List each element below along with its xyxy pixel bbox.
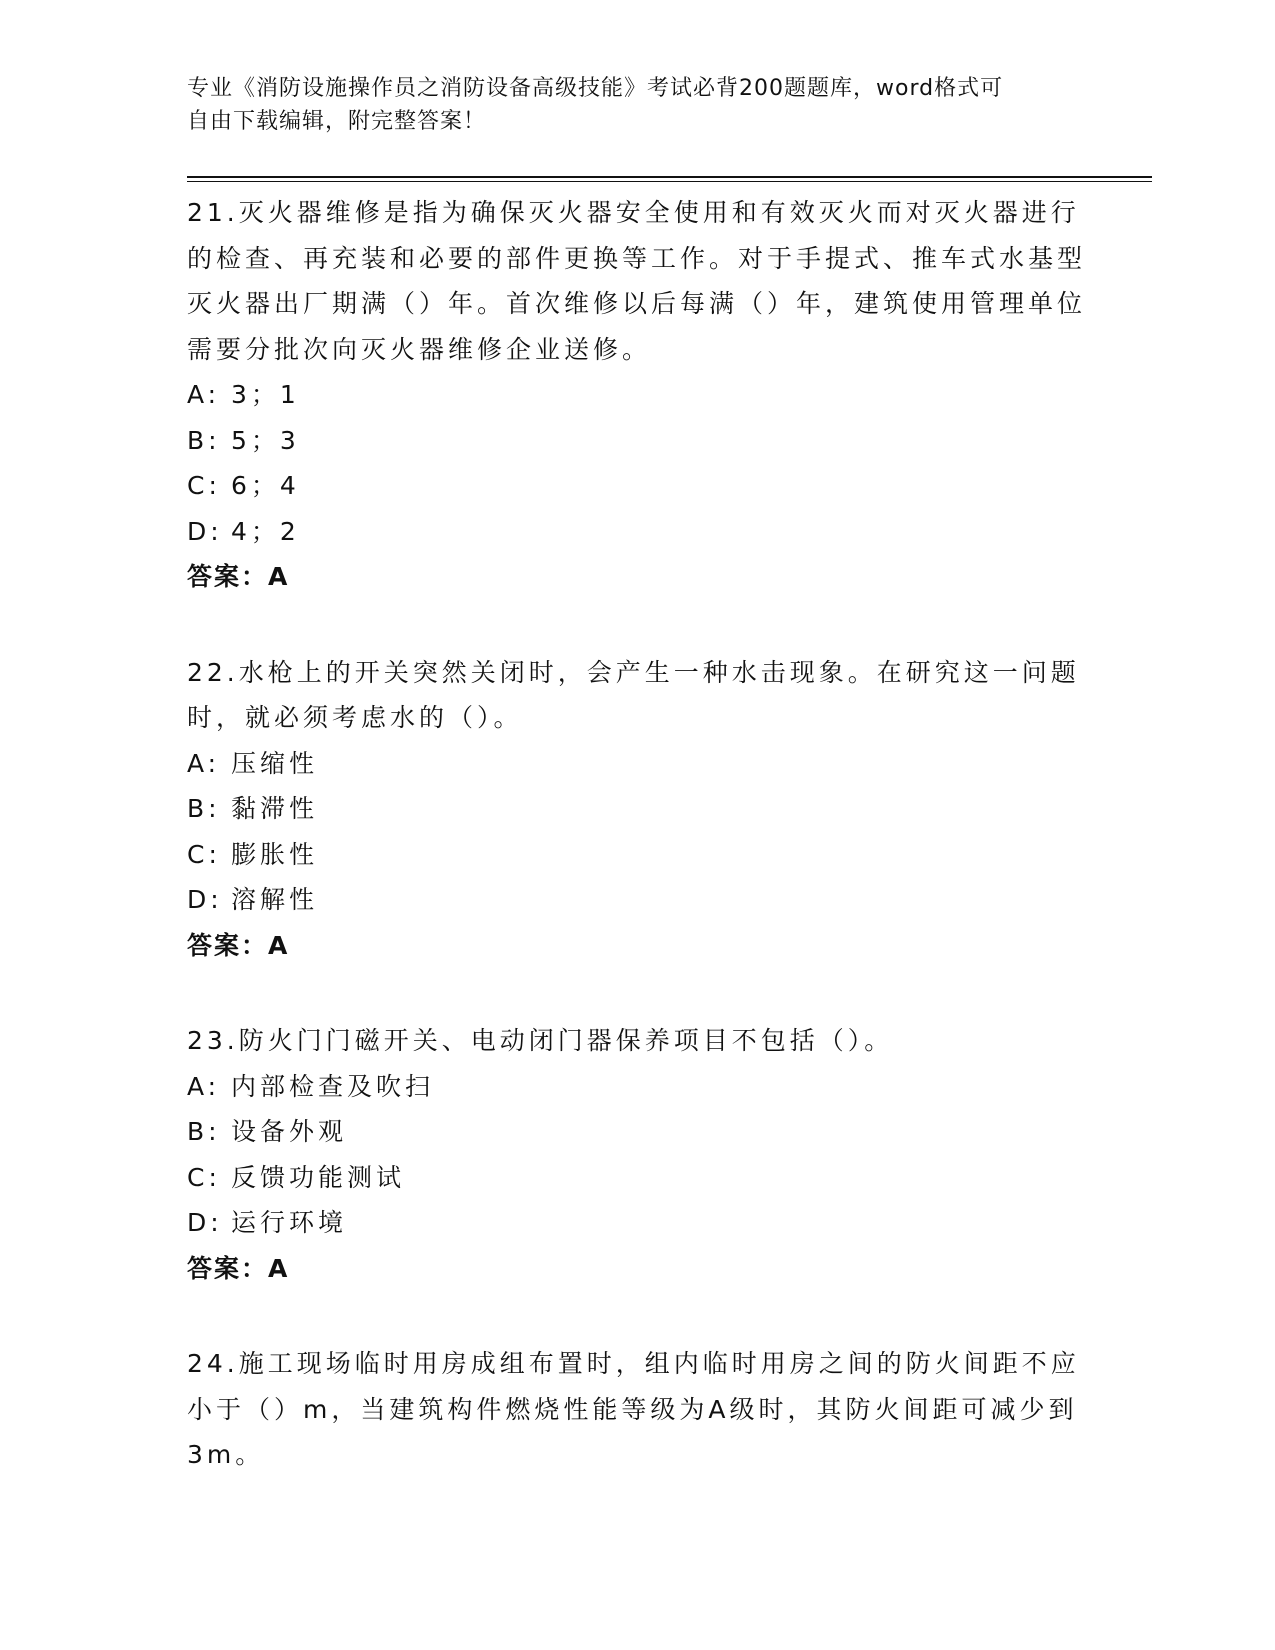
- answer: 答案：A: [187, 1253, 290, 1283]
- option-text: 压缩性: [231, 748, 319, 778]
- header-line-1: 专业《消防设施操作员之消防设备高级技能》考试必背200题题库，word格式可: [187, 76, 1004, 101]
- question-22: [187, 650, 1087, 969]
- option-text: 4；2: [231, 516, 300, 546]
- option-c: [187, 463, 1087, 509]
- question-text: 24.施工现场临时用房成组布置时，组内临时用房之间的防火间距不应小于（）m，当建筑构件燃烧性能等级为A级时，其防火间距可减少到3m。: [187, 1349, 1080, 1469]
- option-text: 3；1: [231, 380, 300, 409]
- option-text: 黏滞性: [231, 794, 319, 823]
- answer: 答案：A: [187, 562, 290, 591]
- option-key: B:: [187, 1117, 221, 1146]
- option-c: [187, 1155, 1087, 1201]
- option-key: A:: [187, 1071, 221, 1101]
- question-24: [187, 1341, 1087, 1478]
- option-b: [187, 418, 1087, 464]
- question-text: 21.灭火器维修是指为确保灭火器安全使用和有效灭火而对灭火器进行的检查、再充装和必要的部件更换等工作。对于手提式、推车式水基型灭火器出厂期满（）年。首次维修以后每满（）年，建筑使用管理单位需要分批次向灭火器维修企业送修。: [187, 198, 1087, 364]
- option-text: 膨胀性: [231, 839, 319, 869]
- option-text: 溶解性: [231, 885, 319, 914]
- option-a: [187, 741, 1087, 787]
- option-text: 5；3: [231, 425, 300, 455]
- option-text: 6；4: [231, 471, 300, 500]
- question-23: [187, 1018, 1087, 1291]
- option-d: [187, 509, 1087, 555]
- option-key: D:: [187, 885, 223, 914]
- question-text: 23.防火门门磁开关、电动闭门器保养项目不包括（）。: [187, 1026, 894, 1055]
- option-key: B:: [187, 794, 221, 823]
- option-c: [187, 832, 1087, 878]
- option-d: [187, 1200, 1087, 1246]
- option-key: C:: [187, 839, 221, 869]
- question-list: [187, 190, 1087, 1528]
- option-key: C:: [187, 471, 221, 500]
- header-divider-thin: [187, 181, 1152, 182]
- option-key: B:: [187, 425, 221, 455]
- option-key: D:: [187, 1208, 223, 1237]
- question-text: 22.水枪上的开关突然关闭时，会产生一种水击现象。在研究这一问题时，就必须考虑水的（）。: [187, 657, 1080, 732]
- option-b: [187, 786, 1087, 832]
- header-divider-thick: [187, 176, 1152, 178]
- option-key: A:: [187, 748, 221, 778]
- option-b: [187, 1109, 1087, 1155]
- option-text: 设备外观: [231, 1117, 348, 1146]
- option-text: 运行环境: [231, 1208, 348, 1237]
- option-text: 内部检查及吹扫: [231, 1071, 435, 1101]
- option-key: D:: [187, 516, 223, 546]
- option-a: [187, 372, 1087, 418]
- question-21: [187, 190, 1087, 600]
- option-a: [187, 1064, 1087, 1110]
- header-line-2: 自由下载编辑，附完整答案！: [187, 109, 487, 134]
- option-key: C:: [187, 1162, 221, 1192]
- document-header: [187, 72, 1067, 138]
- option-d: [187, 877, 1087, 923]
- option-key: A:: [187, 380, 221, 409]
- answer: 答案：A: [187, 930, 290, 960]
- option-text: 反馈功能测试: [231, 1162, 406, 1192]
